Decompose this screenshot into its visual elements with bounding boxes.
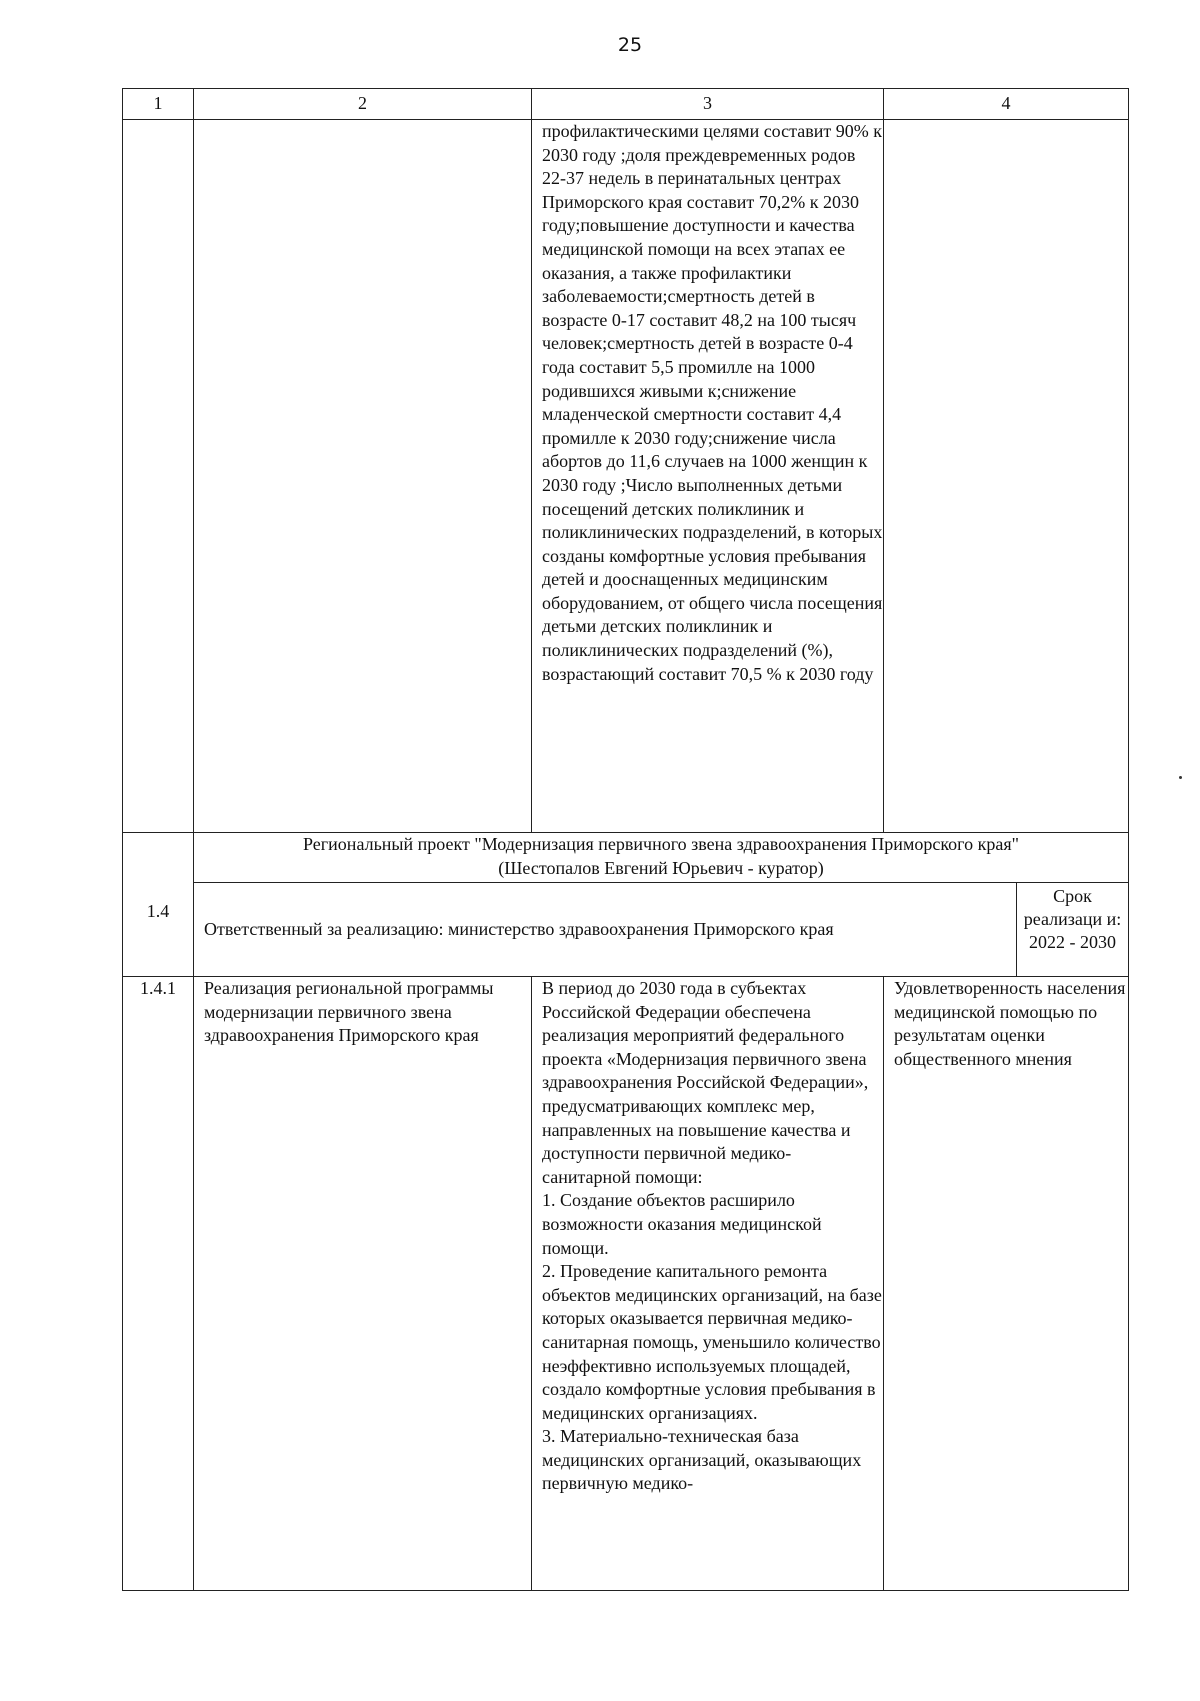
continuation-col-1 — [123, 120, 194, 833]
header-col-1: 1 — [123, 89, 194, 120]
project-title — [194, 833, 1129, 883]
description-paragraph-2: 1. Создание объектов расширило возможности оказания медицинской помощи. — [542, 1190, 822, 1258]
project-number — [123, 833, 194, 977]
table-header-row — [123, 89, 1129, 120]
item-number: 1.4.1 — [123, 977, 194, 1591]
program-table — [122, 88, 1129, 1591]
item-name: Реализация региональной программы модернизации первичного звена здравоохранения Приморского края — [194, 977, 532, 1591]
responsible-row — [123, 883, 1129, 977]
header-col-4: 4 — [884, 89, 1129, 120]
implementation-term — [1017, 883, 1129, 977]
project-title-row — [123, 833, 1129, 883]
continuation-indicators: профилактическими целями составит 90% к 2030 году ;доля преждевременных родов 22-37 недель в перинатальных центрах Приморского края составит 70,2% к 2030 году;повышение доступности и качества медицинской помощи на всех этапах ее оказания, а также профилактики заболеваемости;смертность детей в возрасте 0-17 составит 48,2 на 100 тысяч человек;смертность детей в возрасте 0-4 года составит 5,5 промилле на 1000 родившихся живыми к;снижение младенческой смертности составит 4,4 промилле к 2030 году;снижение числа абортов до 11,6 случаев на 1000 женщин к 2030 году ;Число выполненных детьми посещений детских поликлиник и поликлинических подразделений, в которых созданы комфортные условия пребывания детей и дооснащенных медицинским оборудованием, от общего числа посещения детьми детских поликлиник и поликлинических подразделений (%), возрастающий составит 70,5 % к 2030 году — [532, 120, 884, 833]
project-title-line-1: Региональный проект "Модернизация первичного звена здравоохранения Приморского края" — [303, 834, 1019, 854]
continuation-row — [123, 120, 1129, 833]
item-row — [123, 977, 1129, 1591]
item-indicator: Удовлетворенность населения медицинской помощью по результатам оценки общественного мнения — [884, 977, 1129, 1591]
header-col-3: 3 — [532, 89, 884, 120]
scan-speck — [1179, 776, 1182, 779]
item-description — [532, 977, 884, 1591]
description-paragraph-4: 3. Материально-техническая база медицинских организаций, оказывающих первичную медико- — [542, 1426, 862, 1494]
responsible-text: Ответственный за реализацию: министерство здравоохранения Приморского края — [194, 883, 1017, 977]
description-paragraph-3: 2. Проведение капитального ремонта объектов медицинских организаций, на базе которых оказывается первичная медико- санитарная помощь, уменьшило количество неэффективно используемых площадей, создало комфортные условия пребывания в медицинских организациях. — [542, 1261, 882, 1423]
project-title-line-2: (Шестопалов Евгений Юрьевич - куратор) — [498, 857, 824, 878]
description-paragraph-1: В период до 2030 года в субъектах Российской Федерации обеспечена реализация мероприятий федерального проекта «Модернизация первичного звена здравоохранения Российской Федерации», предусматривающих комплекс мер, направленных на повышение качества и доступности первичной медико- санитарной помощи: — [542, 978, 869, 1187]
project-number-text: 1.4 — [146, 900, 170, 921]
continuation-col-2 — [194, 120, 532, 833]
continuation-col-4 — [884, 120, 1129, 833]
term-text: Срок реализаци и: 2022 - 2030 — [1023, 886, 1122, 952]
header-col-2: 2 — [194, 89, 532, 120]
page-number: 25 — [617, 34, 643, 56]
